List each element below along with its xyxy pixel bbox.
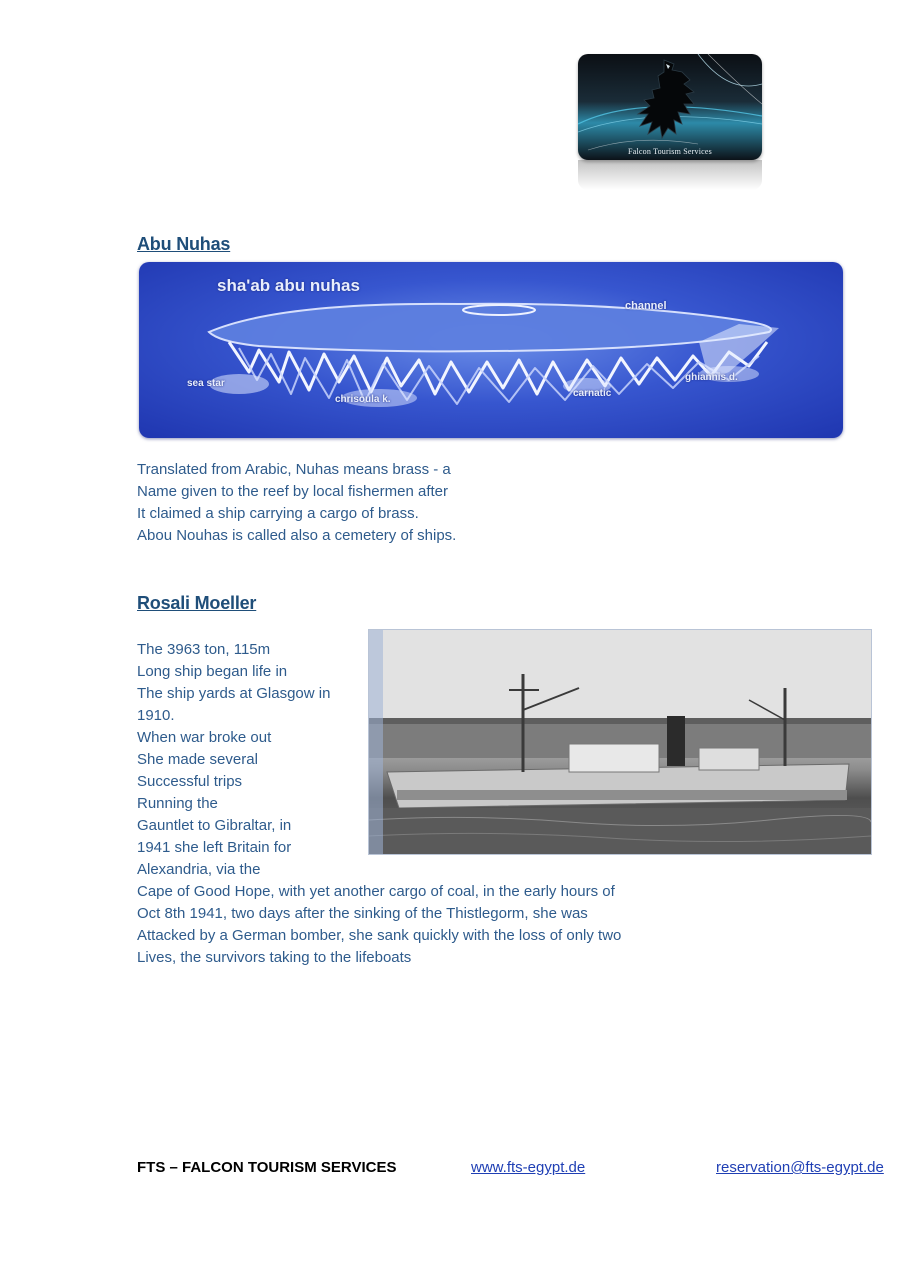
text-line: Abou Nouhas is called also a cemetery of ships. [137, 527, 457, 544]
text-line: Alexandria, via the [137, 861, 261, 878]
footer-email-link[interactable]: reservation@fts-egypt.de [716, 1159, 884, 1176]
text-line: Attacked by a German bomber, she sank quickly with the loss of only two [137, 927, 622, 944]
text-line: She made several [137, 751, 258, 768]
text-line: Long ship began life in [137, 663, 288, 680]
text-line: Cape of Good Hope, with yet another cargo of coal, in the early hours of [137, 883, 615, 900]
map-label-carnatic: carnatic [573, 388, 612, 399]
text-line: Translated from Arabic, Nuhas means brass - a [137, 461, 451, 478]
map-label-title: sha'ab abu nuhas [217, 276, 360, 295]
falcon-logo [578, 54, 762, 160]
text-line: The 3963 ton, 115m [137, 641, 271, 658]
abu-nuhas-paragraph [137, 459, 456, 547]
heading-rosali-moeller: Rosali Moeller [137, 593, 257, 613]
footer-website-link[interactable]: www.fts-egypt.de [471, 1159, 586, 1176]
map-label-ghiannis: ghiannis d. [685, 372, 738, 383]
text-line: When war broke out [137, 729, 272, 746]
text-line: The ship yards at Glasgow in [137, 685, 331, 702]
text-line: 1910. [137, 707, 175, 724]
text-line: Running the [137, 795, 218, 812]
text-line: Gauntlet to Gibraltar, in [137, 817, 292, 834]
text-line: Name given to the reef by local fishermen after [137, 483, 448, 500]
falcon-icon [578, 54, 762, 160]
text-line: Successful trips [137, 773, 243, 790]
logo-text: Falcon Tourism Services [628, 147, 712, 156]
heading-abu-nuhas: Abu Nuhas [137, 234, 231, 254]
footer-brand: FTS – FALCON TOURISM SERVICES [137, 1159, 397, 1176]
text-line: Lives, the survivors taking to the lifeboats [137, 949, 412, 966]
map-label-sea-star: sea star [187, 378, 225, 389]
reef-map-image [139, 262, 843, 438]
text-line: Oct 8th 1941, two days after the sinking of the Thistlegorm, she was [137, 905, 588, 922]
text-line: 1941 she left Britain for [137, 839, 292, 856]
rosali-moeller-paragraph [137, 639, 621, 969]
map-label-chrisoula: chrisoula k. [335, 394, 391, 405]
logo-reflection [578, 160, 762, 190]
text-line: It claimed a ship carrying a cargo of brass. [137, 505, 419, 522]
map-label-channel: channel [625, 300, 667, 312]
